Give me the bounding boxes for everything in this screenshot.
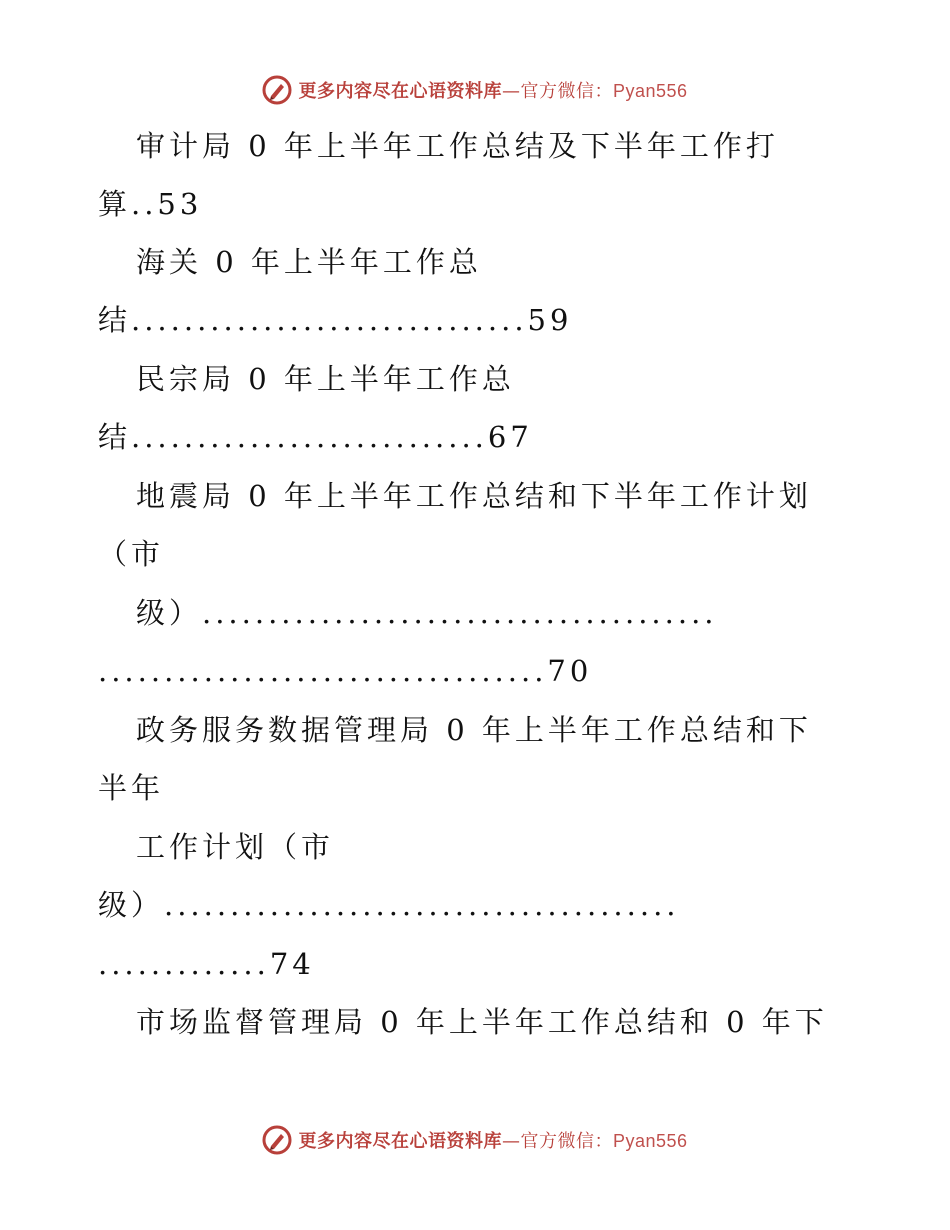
- toc-line: 算..53: [98, 187, 203, 221]
- footer-banner-wx: 官方微信：: [520, 1131, 613, 1152]
- header-banner-content: [262, 75, 687, 105]
- pen-logo-icon: [262, 75, 292, 105]
- header-banner: [0, 70, 950, 110]
- toc-line: 半年: [98, 771, 165, 805]
- footer-banner-cn: 更多内容尽在心语资料库: [298, 1131, 502, 1152]
- header-banner-text: [298, 77, 687, 103]
- toc-line: ..................................70: [98, 654, 593, 688]
- toc-line: 政务服务数据管理局 0 年上半年工作总结和下: [136, 713, 812, 747]
- toc-line: 级）.......................................: [136, 596, 718, 630]
- footer-banner-dash: —: [501, 1131, 521, 1152]
- footer-banner: [0, 1120, 950, 1160]
- toc-line: 民宗局 0 年上半年工作总: [136, 362, 515, 396]
- header-banner-wx: 官方微信：: [520, 81, 613, 102]
- footer-banner-id: Pyan556: [612, 1131, 688, 1151]
- toc-line: 级）.......................................: [98, 888, 680, 922]
- toc-line: 结...........................67: [98, 420, 533, 454]
- toc-line: 市场监督管理局 0 年上半年工作总结和 0 年下: [136, 1005, 828, 1039]
- header-banner-cn: 更多内容尽在心语资料库: [298, 81, 502, 102]
- header-banner-dash: —: [501, 81, 521, 102]
- toc-line: 工作计划（市: [136, 830, 335, 864]
- pen-logo-icon: [262, 1125, 292, 1155]
- toc-line: （市: [98, 537, 165, 571]
- toc-line: 地震局 0 年上半年工作总结和下半年工作计划: [136, 479, 812, 513]
- toc-line: 海关 0 年上半年工作总: [136, 245, 482, 279]
- footer-banner-content: [262, 1125, 687, 1155]
- header-banner-id: Pyan556: [612, 81, 688, 101]
- toc-line: 审计局 0 年上半年工作总结及下半年工作打: [136, 129, 779, 163]
- toc-line: 结..............................59: [98, 303, 573, 337]
- toc-line: .............74: [98, 947, 315, 981]
- footer-banner-text: [298, 1127, 687, 1153]
